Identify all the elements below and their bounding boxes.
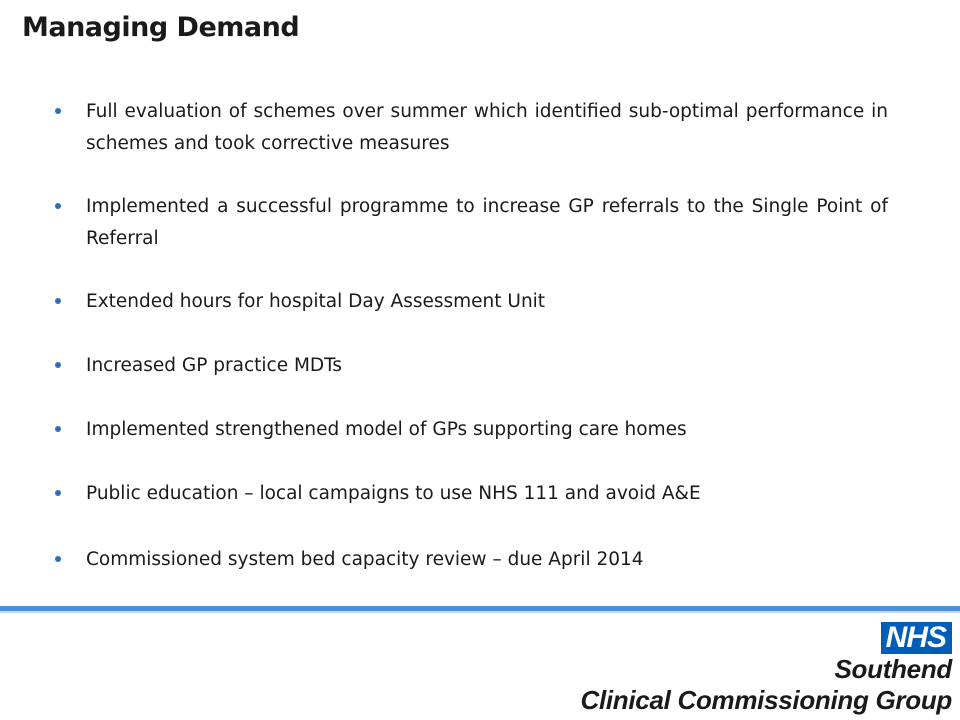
footer-divider-shadow (0, 611, 960, 613)
organisation-subtitle: Clinical Commissioning Group (580, 685, 952, 715)
bullet-item (50, 286, 888, 318)
bullet-text: Increased GP practice MDTs (86, 355, 343, 376)
bullet-dot-icon (55, 108, 61, 114)
bullet-item (50, 350, 888, 382)
bullet-dot-icon (55, 426, 61, 432)
organisation-name: Southend (834, 654, 952, 684)
bullet-item (50, 96, 888, 160)
bullet-dot-icon (55, 298, 61, 304)
bullet-dot-icon (55, 362, 61, 368)
bullet-text: Extended hours for hospital Day Assessment Unit (86, 291, 546, 312)
bullet-text: Commissioned system bed capacity review – due April 2014 (86, 549, 644, 570)
bullet-text: Implemented strengthened model of GPs supporting care homes (86, 419, 687, 440)
nhs-logo-mark: NHS (881, 622, 952, 654)
bullet-dot-icon (55, 556, 61, 562)
bullet-list (50, 96, 888, 576)
bullet-text: Public education – local campaigns to use NHS 111 and avoid A&E (86, 483, 701, 504)
slide-title: Managing Demand (22, 12, 300, 43)
bullet-item (50, 544, 888, 576)
bullet-item (50, 478, 888, 510)
bullet-item (50, 191, 888, 255)
bullet-dot-icon (55, 490, 61, 496)
nhs-logo (580, 622, 952, 716)
bullet-dot-icon (55, 203, 61, 209)
bullet-text: Full evaluation of schemes over summer which identified sub-optimal performance in schemes and took corrective measures (86, 101, 888, 154)
bullet-item (50, 414, 888, 446)
bullet-text: Implemented a successful programme to increase GP referrals to the Single Point of Referral (86, 196, 888, 249)
